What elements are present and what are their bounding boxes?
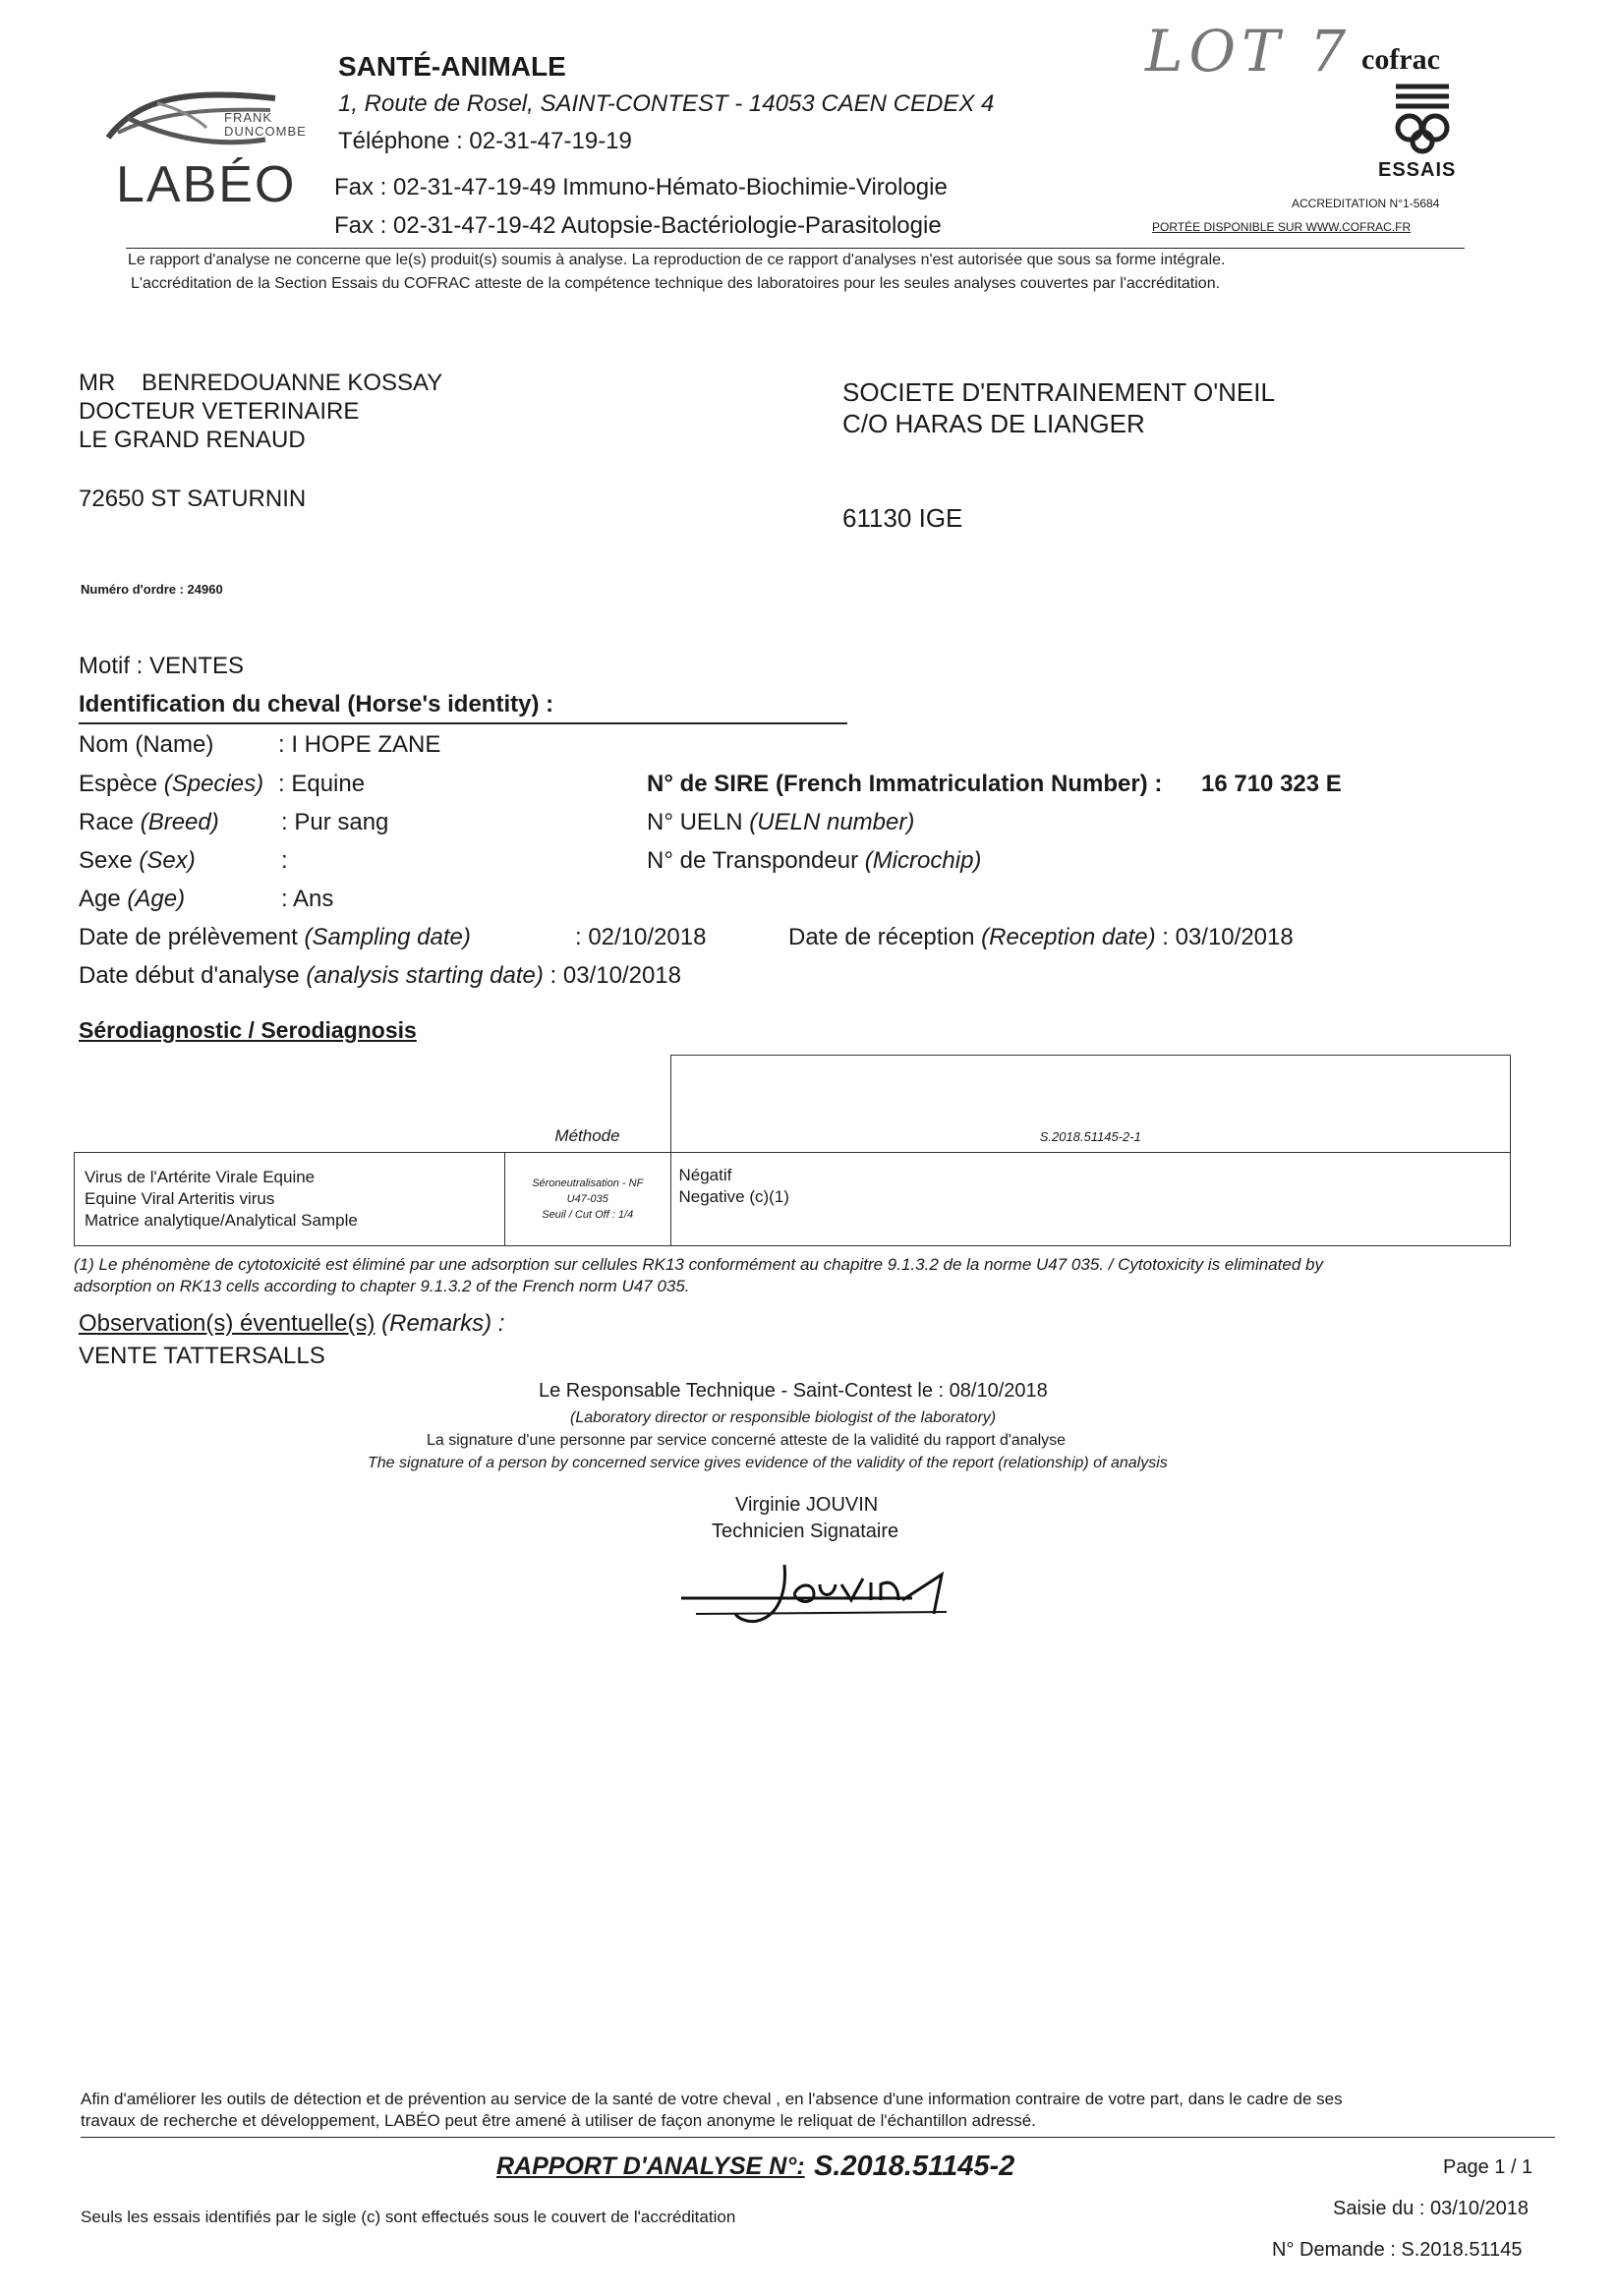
observations-label-fr: Observation(s) éventuelle(s) bbox=[79, 1310, 375, 1337]
sampling-date-label bbox=[79, 924, 471, 951]
footer-notice-line-1: Afin d'améliorer les outils de détection et de prévention au service de la santé de votre cheval , en l'absence d'une information contraire de votre part, dans le cadre de ses bbox=[81, 2090, 1343, 2108]
transponder-label-en: (Microchip) bbox=[864, 847, 982, 874]
horse-sire-value: 16 710 323 E bbox=[1201, 771, 1342, 797]
disclaimer-line-1: Le rapport d'analyse ne concerne que le(s) produit(s) soumis à analyse. La reproduction de ce rapport d'analyses n'est autorisée que sous sa forme intégrale. bbox=[128, 252, 1226, 268]
logo-brand: LABÉO bbox=[116, 156, 297, 213]
horse-name-value: : I HOPE ZANE bbox=[278, 731, 441, 758]
saisie-date: Saisie du : 03/10/2018 bbox=[1333, 2198, 1530, 2219]
sampling-label-en: (Sampling date) bbox=[304, 924, 471, 950]
identification-underline bbox=[79, 722, 847, 724]
result-line-2: Negative (c)(1) bbox=[678, 1186, 789, 1206]
transponder-label-fr: N° de Transpondeur bbox=[647, 847, 859, 874]
horse-breed-label bbox=[79, 809, 219, 836]
lab-address: 1, Route de Rosel, SAINT-CONTEST - 14053 CAEN CEDEX 4 bbox=[338, 90, 995, 117]
demande-number: N° Demande : S.2018.51145 bbox=[1272, 2239, 1523, 2261]
result-line-1: Négatif bbox=[678, 1165, 732, 1184]
signature-line-1: Le Responsable Technique - Saint-Contest le : 08/10/2018 bbox=[539, 1380, 1048, 1402]
horse-sire-label: N° de SIRE (French Immatriculation Number) : bbox=[647, 771, 1163, 797]
lab-fax-2: Fax : 02-31-47-19-42 Autopsie-Bactériologie-Parasitologie bbox=[334, 212, 942, 239]
start-value: : 03/10/2018 bbox=[549, 962, 681, 989]
observations-value: VENTE TATTERSALLS bbox=[79, 1343, 325, 1369]
results-table bbox=[74, 1055, 1511, 1246]
horse-age-label bbox=[79, 886, 185, 913]
ueln-label-en: (UELN number) bbox=[749, 809, 915, 835]
test-line-3: Matrice analytique/Analytical Sample bbox=[85, 1210, 358, 1230]
cofrac-accreditation: ACCREDITATION N°1-5684 bbox=[1292, 197, 1440, 210]
horse-breed-value: : Pur sang bbox=[281, 809, 389, 835]
table-method-cell bbox=[505, 1152, 671, 1245]
lab-phone: Téléphone : 02-31-47-19-19 bbox=[338, 128, 632, 154]
observations-label bbox=[79, 1310, 504, 1338]
header-divider bbox=[126, 248, 1465, 249]
reception-value: : 03/10/2018 bbox=[1162, 924, 1294, 950]
horse-sex-label bbox=[79, 847, 196, 875]
breed-label-fr: Race bbox=[79, 809, 135, 835]
signature-line-3: La signature d'une personne par service concerné atteste de la validité du rapport d'analyse bbox=[427, 1432, 1067, 1449]
horse-age-value: : Ans bbox=[281, 886, 334, 912]
report-number-label: RAPPORT D'ANALYSE N°: bbox=[496, 2152, 805, 2180]
sex-label-en: (Sex) bbox=[139, 847, 196, 874]
recipient-line-3: 61130 IGE bbox=[842, 503, 963, 533]
species-label-en: (Species) bbox=[163, 771, 264, 797]
horse-species-value: : Equine bbox=[278, 771, 366, 797]
test-line-2: Equine Viral Arteritis virus bbox=[85, 1188, 275, 1208]
lab-name: SANTÉ-ANIMALE bbox=[338, 51, 566, 82]
table-row bbox=[75, 1152, 1511, 1245]
handwritten-lot-mark: LOT 7 bbox=[1145, 18, 1353, 85]
footer-divider bbox=[81, 2137, 1555, 2138]
footnote-line-2: adsorption on RK13 cells according to chapter 9.1.3.2 of the French norm U47 035. bbox=[74, 1277, 690, 1295]
accreditation-note: Seuls les essais identifiés par le sigle (c) sont effectués sous le couvert de l'accréditation bbox=[81, 2208, 736, 2226]
signature-line-4: The signature of a person by concerned service gives evidence of the validity of the report (relationship) of analysis bbox=[368, 1455, 1168, 1471]
method-line-3: Seuil / Cut Off : 1/4 bbox=[542, 1208, 634, 1221]
age-label-fr: Age bbox=[79, 886, 121, 912]
cofrac-essais: ESSAIS bbox=[1378, 159, 1457, 181]
motif: Motif : VENTES bbox=[79, 653, 245, 679]
table-result-cell bbox=[670, 1152, 1511, 1245]
horse-ueln-label bbox=[647, 809, 914, 836]
breed-label-en: (Breed) bbox=[140, 809, 219, 835]
observations-label-en: (Remarks) : bbox=[381, 1310, 505, 1337]
sex-label-fr: Sexe bbox=[79, 847, 133, 874]
disclaimer-line-2: L'accréditation de la Section Essais du COFRAC atteste de la compétence technique des laboratoires pour les seules analyses couvertes par l'accréditation. bbox=[131, 275, 1221, 292]
page-number: Page 1 / 1 bbox=[1443, 2156, 1533, 2178]
footnote-line-1: (1) Le phénomène de cytotoxicité est éliminé par une adsorption sur cellules RK13 conformément au chapitre 9.1.3.2 de la norme U47 035. / Cytotoxicity is eliminated by bbox=[74, 1255, 1323, 1274]
serodiagnosis-title: Sérodiagnostic / Serodiagnosis bbox=[79, 1017, 417, 1043]
cofrac-word: cofrac bbox=[1361, 43, 1440, 76]
horse-name-label: Nom (Name) bbox=[79, 731, 214, 758]
sender-line-4: 72650 ST SATURNIN bbox=[79, 486, 307, 512]
table-header-method: Méthode bbox=[505, 1056, 671, 1153]
report-number: S.2018.51145-2 bbox=[814, 2151, 1015, 2182]
species-label-fr: Espèce bbox=[79, 771, 158, 797]
sender-line-2: DOCTEUR VETERINAIRE bbox=[79, 398, 360, 425]
identification-title: Identification du cheval (Horse's identity) : bbox=[79, 691, 554, 718]
signature-line-2: (Laboratory director or responsible biologist of the laboratory) bbox=[570, 1409, 997, 1426]
cofrac-emblem-icon bbox=[1392, 83, 1453, 155]
sampling-label-fr: Date de prélèvement bbox=[79, 924, 298, 950]
signatory-title: Technicien Signataire bbox=[712, 1521, 899, 1542]
horse-sex-value: : bbox=[281, 847, 288, 874]
recipient-line-1: SOCIETE D'ENTRAINEMENT O'NEIL bbox=[842, 377, 1275, 407]
table-header-empty bbox=[75, 1056, 505, 1153]
sender-line-1: MR BENREDOUANNE KOSSAY bbox=[79, 370, 443, 396]
lab-fax-1: Fax : 02-31-47-19-49 Immuno-Hémato-Biochimie-Virologie bbox=[334, 174, 948, 201]
handwritten-signature-icon bbox=[676, 1555, 971, 1643]
start-date-label bbox=[79, 962, 681, 990]
horse-transponder-label bbox=[647, 847, 981, 875]
method-line-1: Séroneutralisation - NF bbox=[532, 1177, 644, 1189]
test-line-1: Virus de l'Artérite Virale Equine bbox=[85, 1167, 316, 1186]
recipient-line-2: C/O HARAS DE LIANGER bbox=[842, 409, 1145, 438]
table-test-cell bbox=[75, 1152, 505, 1245]
cofrac-portee: PORTÉE DISPONIBLE SUR WWW.COFRAC.FR bbox=[1152, 220, 1412, 234]
horse-species-label bbox=[79, 771, 263, 798]
ueln-label-fr: N° UELN bbox=[647, 809, 743, 835]
table-header-sample: S.2018.51145-2-1 bbox=[670, 1056, 1511, 1153]
logo-sub-duncombe: DUNCOMBE bbox=[224, 124, 307, 139]
start-label-fr: Date début d'analyse bbox=[79, 962, 300, 989]
sampling-date-value: : 02/10/2018 bbox=[575, 924, 707, 950]
reception-label-en: (Reception date) bbox=[981, 924, 1156, 950]
sender-line-3: LE GRAND RENAUD bbox=[79, 427, 306, 453]
signatory-name: Virginie JOUVIN bbox=[735, 1494, 879, 1516]
start-label-en: (analysis starting date) bbox=[306, 962, 544, 989]
logo-sub-frank: FRANK bbox=[224, 110, 273, 125]
age-label-en: (Age) bbox=[127, 886, 186, 912]
order-number: Numéro d'ordre : 24960 bbox=[81, 582, 223, 597]
table-header-row bbox=[75, 1056, 1511, 1153]
method-line-2: U47-035 bbox=[566, 1192, 608, 1205]
reception-label-fr: Date de réception bbox=[788, 924, 975, 950]
footer-notice-line-2: travaux de recherche et développement, LABÉO peut être amené à utiliser de façon anonyme le reliquat de l'échantillon adressé. bbox=[81, 2111, 1036, 2130]
reception-date-label bbox=[788, 924, 1294, 951]
